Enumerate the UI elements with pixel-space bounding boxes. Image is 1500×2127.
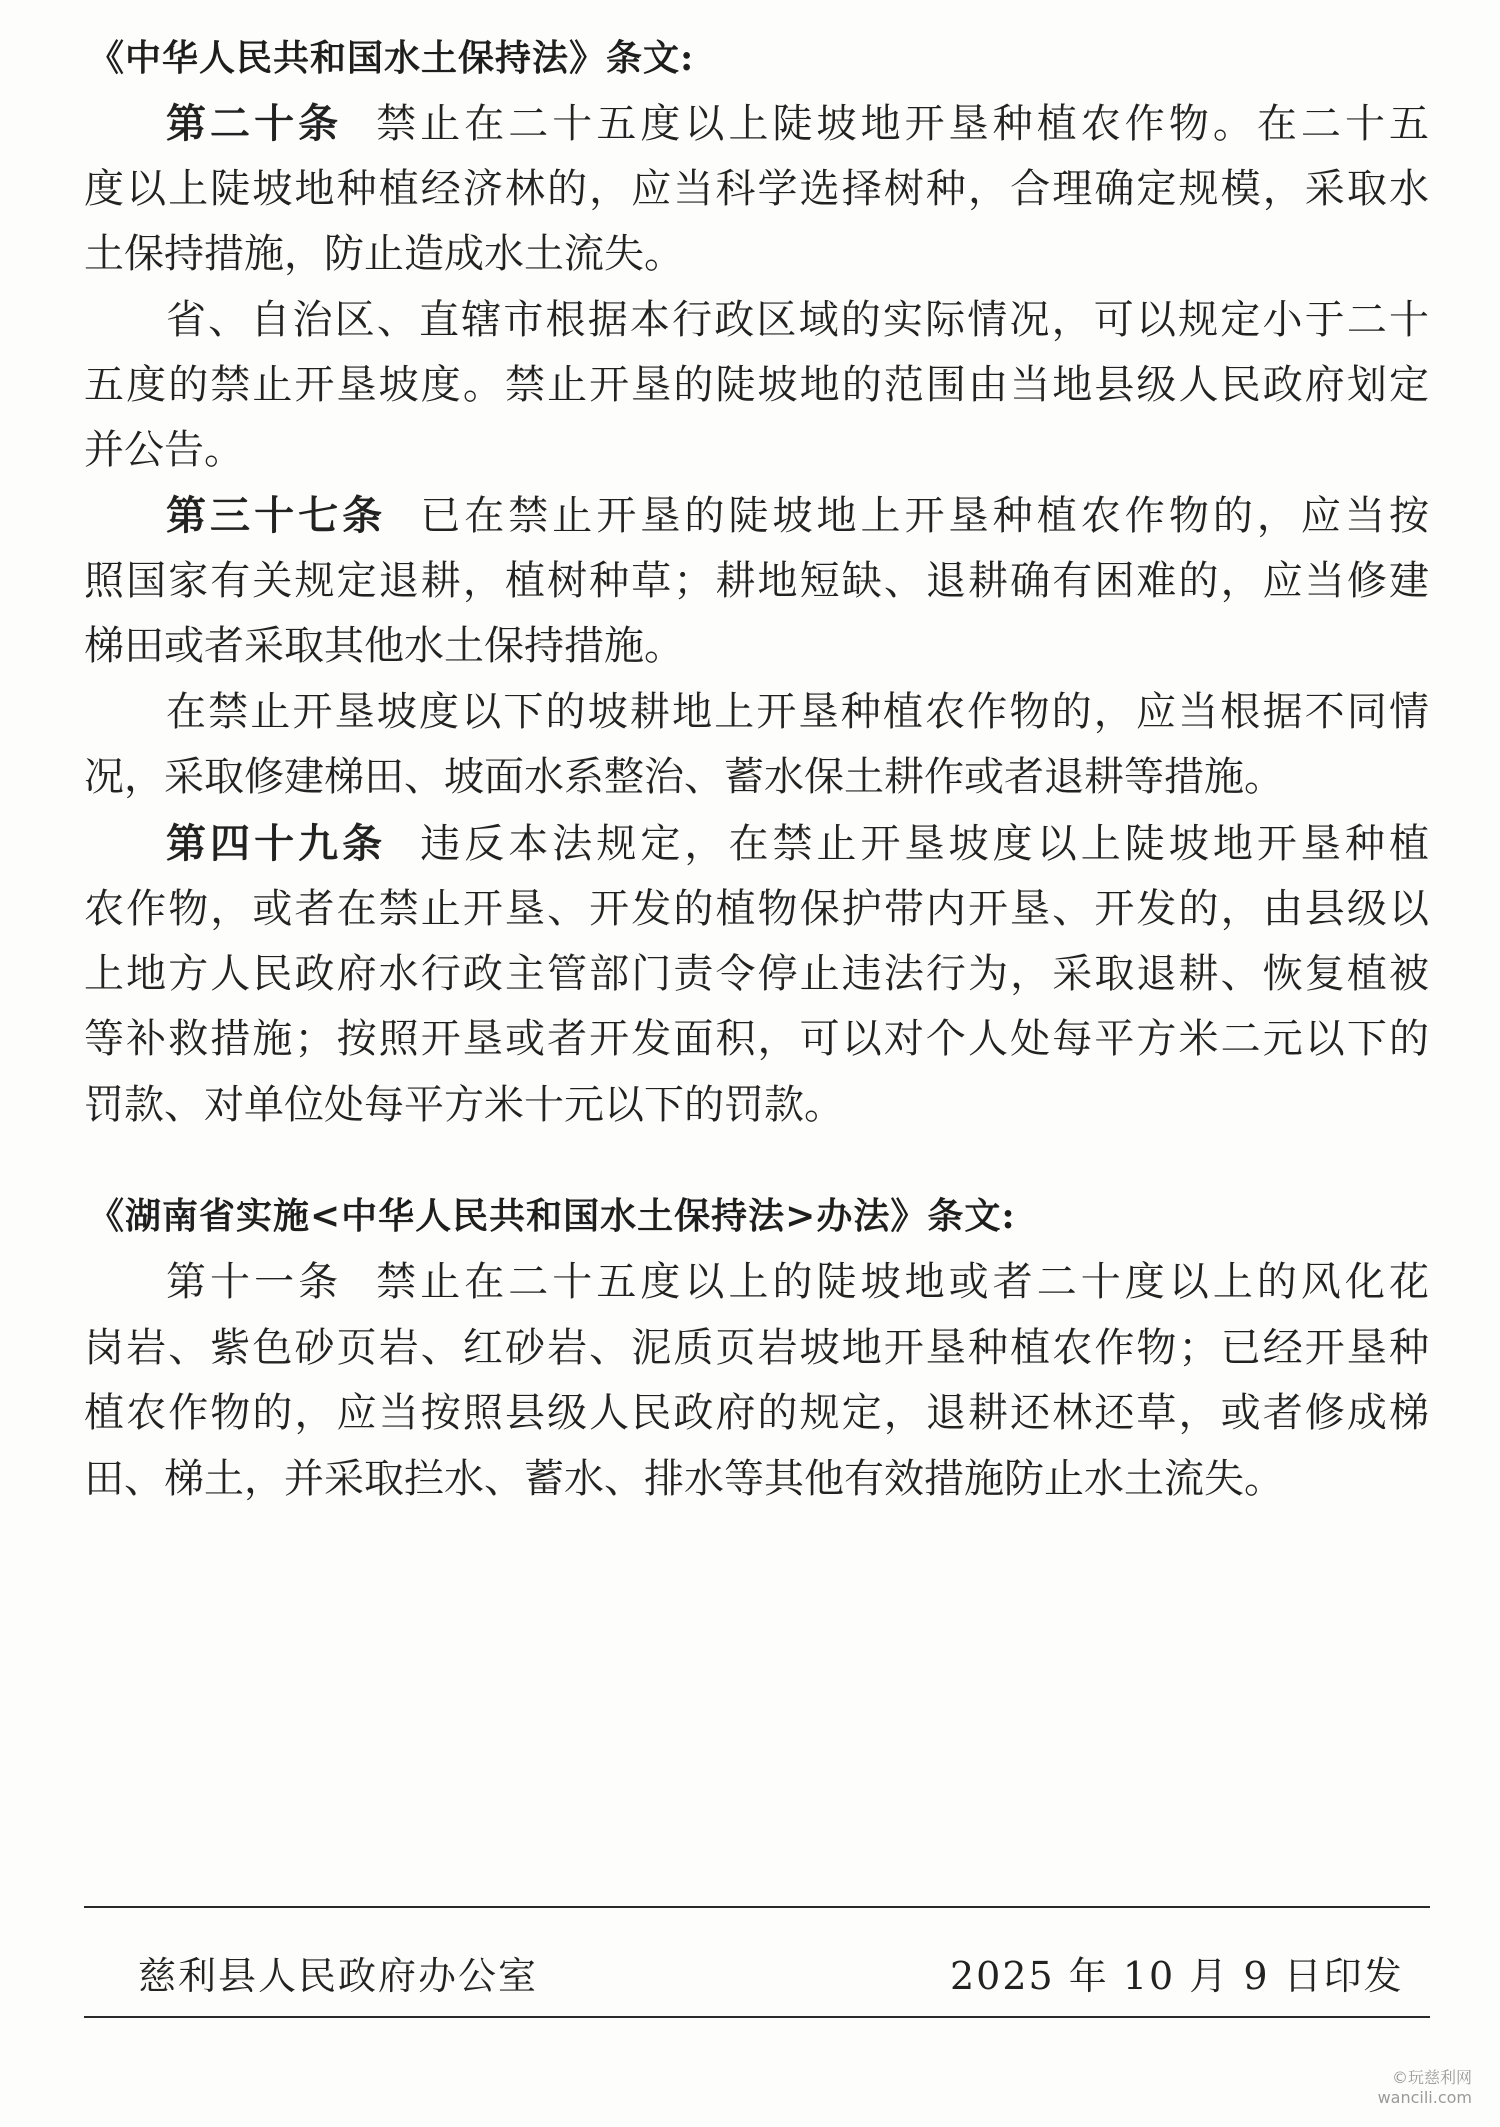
- watermark-url: wancili.com: [1377, 2088, 1472, 2107]
- paragraph-line: 上地方人民政府水行政主管部门责令停止违法行为，采取退耕、恢复植被: [84, 951, 1429, 997]
- paragraph-line: 第三十七条 已在禁止开垦的陡坡地上开垦种植农作物的，应当按: [166, 492, 1429, 539]
- paragraph-line: 罚款、对单位处每平方米十元以下的罚款。: [84, 1082, 844, 1128]
- paragraph-line: 况，采取修建梯田、坡面水系整治、蓄水保土耕作或者退耕等措施。: [84, 754, 1284, 800]
- watermark-name: ©玩慈利网: [1391, 2068, 1472, 2087]
- article-label: 第四十九条: [166, 820, 387, 867]
- paragraph-line: 土保持措施，防止造成水土流失。: [84, 231, 684, 277]
- section-heading-hunan-measures: 《湖南省实施<中华人民共和国水土保持法>办法》条文:: [88, 1195, 1016, 1237]
- article-label: 第三十七条: [166, 492, 387, 539]
- footer-top-rule: [84, 1906, 1430, 1908]
- paragraph-line: 度以上陡坡地种植经济林的，应当科学选择树种，合理确定规模，采取水: [84, 166, 1429, 212]
- article-label: 第十一条: [166, 1259, 343, 1305]
- paragraph-line: 第十一条 禁止在二十五度以上的陡坡地或者二十度以上的风化花: [166, 1259, 1429, 1305]
- site-watermark: [1378, 2068, 1472, 2108]
- paragraph-line: 岗岩、紫色砂页岩、红砂岩、泥质页岩坡地开垦种植农作物；已经开垦种: [84, 1325, 1429, 1371]
- paragraph-line: 田、梯土，并采取拦水、蓄水、排水等其他有效措施防止水土流失。: [84, 1456, 1284, 1502]
- paragraph-line: 第四十九条 违反本法规定，在禁止开垦坡度以上陡坡地开垦种植: [166, 820, 1429, 867]
- paragraph-line: 五度的禁止开垦坡度。禁止开垦的陡坡地的范围由当地县级人民政府划定: [84, 362, 1429, 408]
- issuing-office: 慈利县人民政府办公室: [138, 1954, 539, 1998]
- paragraph-line: 第二十条 禁止在二十五度以上陡坡地开垦种植农作物。在二十五: [166, 100, 1429, 147]
- paragraph-line: 农作物，或者在禁止开垦、开发的植物保护带内开垦、开发的，由县级以: [84, 886, 1429, 932]
- paragraph-line: 植农作物的，应当按照县级人民政府的规定，退耕还林还草，或者修成梯: [84, 1390, 1429, 1436]
- footer-bottom-rule: [84, 2016, 1430, 2018]
- article-label: 第二十条: [166, 100, 343, 147]
- paragraph-line: 梯田或者采取其他水土保持措施。: [84, 623, 684, 669]
- paragraph-line: 并公告。: [84, 427, 244, 473]
- paragraph-line: 等补救措施；按照开垦或者开发面积，可以对个人处每平方米二元以下的: [84, 1016, 1429, 1062]
- paragraph-line: 在禁止开垦坡度以下的坡耕地上开垦种植农作物的，应当根据不同情: [166, 689, 1429, 735]
- paragraph-line: 省、自治区、直辖市根据本行政区域的实际情况，可以规定小于二十: [166, 297, 1429, 343]
- section-heading-soil-law: 《中华人民共和国水土保持法》条文:: [88, 37, 695, 79]
- paragraph-line: 照国家有关规定退耕，植树种草；耕地短缺、退耕确有困难的，应当修建: [84, 558, 1429, 604]
- issue-date: 2025 年 10 月 9 日印发: [950, 1954, 1404, 1998]
